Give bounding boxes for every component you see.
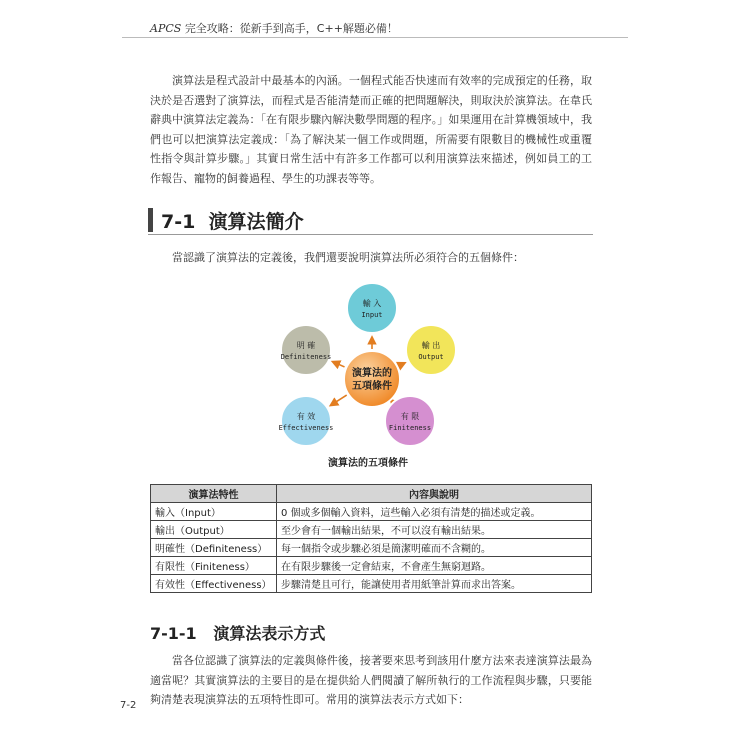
table-cell-property: 有效性（Effectiveness） bbox=[151, 575, 277, 593]
section-heading bbox=[148, 206, 593, 235]
node-input-en: Input bbox=[361, 311, 383, 319]
subsection-number: 7-1-1 bbox=[150, 624, 197, 643]
center-label-line-1: 演算法的 bbox=[352, 368, 392, 379]
arrow-to-output bbox=[399, 363, 405, 366]
node-output bbox=[406, 325, 456, 375]
table-row bbox=[151, 557, 592, 575]
node-input bbox=[347, 283, 397, 333]
table-header-property: 演算法特性 bbox=[151, 485, 277, 503]
node-effectiveness bbox=[279, 396, 334, 446]
table-cell-description: 每一個指令或步驟必須是簡潔明確而不含糊的。 bbox=[277, 539, 592, 557]
subsection-paragraph: 當各位認識了演算法的定義與條件後，接著要來思考到該用什麼方法來表達演算法最為適當呢？其實演算法的主要目的是在提供給人們閱讀了解所執行的工作流程與步驟，只要能夠清楚表現演算法的五項特性即可。常用的演算法表示方式如下： bbox=[150, 654, 592, 706]
table-row bbox=[151, 503, 592, 521]
node-finiteness bbox=[385, 396, 435, 446]
section-heading-bar bbox=[148, 208, 153, 232]
five-conditions-diagram bbox=[262, 277, 482, 452]
table-cell-property: 輸出（Output） bbox=[151, 521, 277, 539]
table-row bbox=[151, 539, 592, 557]
table-header-description: 內容與說明 bbox=[277, 485, 592, 503]
node-input-zh: 輸 入 bbox=[362, 299, 382, 308]
table-cell-property: 輸入（Input） bbox=[151, 503, 277, 521]
table-cell-description: 至少會有一個輸出結果，不可以沒有輸出結果。 bbox=[277, 521, 592, 539]
node-output-en: Output bbox=[418, 353, 444, 361]
node-definiteness-en: Definiteness bbox=[280, 353, 332, 361]
algorithm-properties-table bbox=[150, 484, 592, 593]
table-cell-property: 明確性（Definiteness） bbox=[151, 539, 277, 557]
section-title: 演算法簡介 bbox=[208, 211, 304, 233]
table-cell-description: 0 個或多個輸入資料，這些輸入必須有清楚的描述或定義。 bbox=[277, 503, 592, 521]
node-finiteness-zh: 有 限 bbox=[400, 412, 420, 421]
table-cell-description: 步驟清楚且可行，能讓使用者用紙筆計算而求出答案。 bbox=[277, 575, 592, 593]
table-header-row bbox=[151, 485, 592, 503]
book-title: APCS bbox=[150, 22, 182, 35]
node-effectiveness-zh: 有 效 bbox=[296, 412, 316, 421]
intro-paragraph: 演算法是程式設計中最基本的內涵。一個程式能否快速而有效率的完成預定的任務，取決於是否選對了演算法，而程式是否能清楚而正確的把問題解決，則取決於演算法。在韋氏辭典中演算法定義為：「在有限步驟內解決數學問題的程序。」如果運用在計算機領域中，我們也可以把演算法定義成：「為了解決某一個工作或問題，所需要有限數目的機械性或重覆性指令與計算步驟。」其實日常生活中有許多工作都可以利用演算法來描述，例如員工的工作報告、寵物的飼養過程、學生的功課表等等。 bbox=[150, 74, 592, 185]
page-number: 7-2 bbox=[120, 700, 137, 711]
node-effectiveness-en: Effectiveness bbox=[278, 424, 334, 432]
center-node bbox=[344, 351, 400, 407]
table-row bbox=[151, 575, 592, 593]
node-definiteness bbox=[281, 325, 332, 375]
table-cell-property: 有限性（Finiteness） bbox=[151, 557, 277, 575]
section-number: 7-1 bbox=[161, 211, 196, 233]
running-header bbox=[150, 20, 398, 36]
node-finiteness-en: Finiteness bbox=[388, 424, 432, 432]
arrow-to-effectiveness bbox=[330, 395, 346, 405]
table-cell-description: 在有限步驟後一定會結束，不會產生無窮迴路。 bbox=[277, 557, 592, 575]
subsection-heading bbox=[150, 621, 325, 644]
node-output-zh: 輸 出 bbox=[421, 341, 441, 350]
book-subtitle: 完全攻略：從新手到高手，C++解題必備！ bbox=[184, 22, 398, 35]
center-label-line-2: 五項條件 bbox=[352, 381, 392, 392]
section-heading-text bbox=[161, 207, 304, 234]
header-rule bbox=[122, 37, 628, 38]
table-row bbox=[151, 521, 592, 539]
section-paragraph: 當認識了演算法的定義後，我們還要說明演算法所必須符合的五個條件： bbox=[172, 251, 524, 264]
subsection-title: 演算法表示方式 bbox=[213, 624, 326, 643]
diagram-caption: 演算法的五項條件 bbox=[328, 458, 408, 469]
node-definiteness-zh: 明 確 bbox=[296, 341, 316, 350]
arrow-to-definiteness bbox=[333, 362, 345, 367]
